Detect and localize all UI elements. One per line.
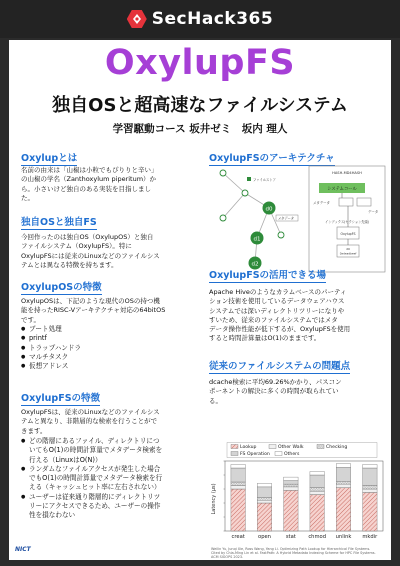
bar-segment-checking (363, 486, 377, 490)
list-item: ● マルチタスク (21, 353, 201, 362)
bar-segment-others (336, 464, 350, 468)
legend-label: FS Operation (240, 452, 270, 457)
bar-segment-checking (336, 481, 350, 484)
bar-segment-fs-operation (284, 481, 298, 485)
bar-segment-others (284, 477, 298, 481)
legend-swatch (231, 452, 238, 456)
bar-segment-other-walk (336, 484, 350, 488)
bar-segment-fs-operation (231, 468, 245, 482)
text-line: リーにアクセスできるため、ユーザーの操作 (29, 502, 161, 511)
diagram-label: データ (368, 210, 379, 214)
x-tick-label: open (258, 534, 271, 540)
tree-diagram (220, 170, 298, 270)
text-line: ション技術を使用しているデータウェアハウス (209, 297, 345, 306)
os-feature-list (21, 325, 201, 371)
diagram-label: インデックス(セクション先頭) (325, 220, 369, 224)
authors: 学習駆動コース 坂井ゼミ 坂内 理人 (112, 123, 288, 135)
diagram-label: メタデータ (278, 216, 294, 221)
poster-subtitle: 独自OSと超高速なファイルシステム (52, 95, 348, 116)
x-tick-label: unlink (335, 534, 352, 540)
text-line: ら。小さいけど独自のある実装を目指しまし (21, 184, 151, 193)
heading-os-features: OxylupOSの特徴 (21, 279, 102, 295)
text-line: OxylupFSは、従来のLinuxなどのファイルシス (21, 408, 160, 416)
data-box (357, 198, 371, 206)
data-box (339, 198, 353, 206)
poster-title: OxylupFS (104, 43, 296, 83)
text-oxylup (21, 166, 201, 203)
text-line: の山椒の学名（Zanthoxylum piperitum）か (21, 175, 157, 184)
text-fs-features (21, 408, 203, 436)
legend-swatch (231, 445, 238, 449)
legend-label: Checking (326, 445, 348, 450)
tree-node (220, 215, 226, 221)
text-line: 今回作ったのは独自OS（OxylupOS）と独自 (21, 233, 154, 241)
plot-frame (225, 461, 383, 531)
y-axis-label: Latency (μs) (211, 483, 217, 515)
heading-problems: 従来のファイルシステムの問題点 (209, 358, 350, 374)
text-line: 名前の由来は「山椒は小粒でもぴりりと辛い」 (21, 166, 158, 174)
text-line: テムとは異なる特徴を持ちます。 (21, 260, 118, 269)
bar-segment-fs-operation (363, 468, 377, 486)
fs-feature-list (21, 437, 203, 521)
text-line: 性を損なわない (29, 511, 76, 520)
legend-swatch (269, 445, 276, 449)
bar-segment-checking (310, 488, 324, 492)
caption-line: Cited by Chia-Ming Lin et al. FastPath: A Hybrid Metadata Indexing Scheme for HPC File Systems. ACM SIGOPS 2023. (211, 551, 376, 560)
diagram-label: 0xdeadbeef (339, 251, 357, 256)
x-tick-label: stat (285, 534, 296, 540)
text-problems (209, 378, 391, 406)
architecture-diagram (209, 163, 387, 275)
heading-usecase: OxylupFSの活用できる場 (209, 267, 326, 283)
bar-segment-checking (257, 497, 271, 500)
list-item: ● トラップハンドラ (21, 344, 201, 353)
text-os-fs (21, 233, 201, 270)
text-line: ポーネントの解決に多くの時間が取られてい (209, 387, 339, 396)
bar-segment-fs-operation (257, 487, 271, 498)
diagram-label: ファイルストア (253, 178, 276, 182)
bar-segment-checking (231, 482, 245, 486)
bar-segment-others (257, 483, 271, 487)
list-item (21, 465, 203, 493)
text-line: ● ユーザーは従来通り階層的にディレクトリツ (29, 492, 161, 501)
text-line: ファイルシステム（OxylupFS）。特に (21, 242, 132, 251)
tree-node (242, 190, 248, 196)
diagram-label: OxylupFS (340, 232, 356, 236)
text-line: でもO(1)の時間計算量でメタデータ検索を行 (29, 474, 163, 483)
diagram-label: メタデータ (313, 201, 330, 205)
text-usecase (209, 288, 391, 344)
heading-fs-features: OxylupFSの特徴 (21, 390, 100, 406)
bar-segment-other-walk (284, 487, 298, 491)
diagram-label: d0 (346, 247, 350, 251)
text-line: 能を持ったRISC-Vアーキテクチャ対応の64bitOS (21, 306, 166, 315)
legend-swatch (317, 445, 324, 449)
bar-segment-other-walk (231, 486, 245, 490)
text-line: ● どの階層にあるファイル、ディレクトリにつ (29, 437, 160, 445)
x-tick-label: mkdir (362, 534, 378, 540)
bar-segment-lookup (284, 490, 298, 531)
text-line: すいため、従来のファイルシステムではメタ (209, 315, 338, 324)
node-label: d2 (251, 261, 259, 268)
chart-axes (224, 461, 384, 540)
bar-segment-lookup (231, 489, 245, 531)
tree-node (278, 232, 284, 238)
storage-block (309, 166, 385, 272)
legend-label: Other Walk (278, 445, 304, 450)
bar-segment-others (231, 465, 245, 469)
text-line: きます。 (21, 426, 47, 435)
bar-segment-other-walk (310, 491, 324, 495)
bar-segment-fs-operation (310, 475, 324, 488)
text-line: いてもO(1)の時間計算量でメタデータ検索を (29, 446, 163, 455)
text-line: です。 (21, 315, 40, 324)
node-label: d0 (265, 206, 273, 213)
heading-architecture: OxylupFSのアーキテクチャ (209, 150, 335, 166)
sechack-logo (127, 9, 273, 29)
list-item: ● 仮想アドレス (21, 362, 201, 371)
text-line: すると時間計算量はO(1)のままです。 (209, 334, 321, 343)
poster-page (9, 40, 391, 560)
text-line: データ操作性能が低下するが、OxylupFSを使用 (209, 325, 351, 334)
logo-text: SecHack365 (151, 9, 274, 29)
bar-segment-lookup (257, 503, 271, 531)
text-line: Apache Hiveのようなカラムベースのパーティ (209, 288, 347, 296)
chart-legend (227, 443, 377, 458)
list-item: ● printf (21, 334, 201, 343)
chart-bars (231, 464, 377, 531)
legend-label: Lookup (240, 445, 257, 450)
text-line: える（キャッシュヒット率に左右されない） (29, 483, 161, 492)
list-item (21, 493, 203, 521)
bar-segment-others (310, 472, 324, 476)
text-line: テムと異なり、非階層的な検索を行うことがで (21, 417, 158, 426)
bar-segment-fs-operation (336, 467, 350, 481)
text-line: システムでは深いディレクトリツリーになりや (209, 306, 345, 315)
legend-label: Others (284, 452, 300, 457)
nict-logo: NICT (15, 546, 31, 553)
heading-os-fs: 独自OSと独自FS (21, 214, 97, 230)
text-line: ● ランダムなファイルアクセスが発生した場合 (29, 464, 161, 473)
diagram-label: HASH-MD4HASH (332, 171, 362, 175)
text-line: dcache検索に平均69.26%かかり、パスコン (209, 378, 342, 386)
x-tick-label: chmod (308, 534, 327, 540)
text-os-features (21, 297, 201, 325)
bar-segment-other-walk (257, 500, 271, 503)
chart-caption (211, 547, 383, 560)
bar-segment-lookup (336, 488, 350, 531)
heading-oxylup: Oxylupとは (21, 150, 77, 166)
legend-swatch (275, 452, 282, 456)
text-line: OxylupOSは、下記のような現代のOSの持つ機 (21, 297, 160, 305)
diagram-label: システムコール (327, 187, 357, 192)
bar-segment-lookup (310, 495, 324, 531)
caption-line: Weilin Yu, Junqi Xie, Ross Wang, Yang Li. Optimizing Path Lookup for Hierarchical File Systems. (211, 547, 371, 551)
node-label: d1 (253, 236, 261, 243)
list-item (21, 437, 203, 465)
text-line: る。 (209, 396, 222, 405)
legend-square (247, 177, 251, 181)
x-tick-label: creat (231, 534, 245, 540)
hexagon-emblem-icon (127, 9, 147, 29)
latency-chart (209, 441, 387, 545)
list-item: ● ブート処理 (21, 325, 201, 334)
bar-segment-other-walk (363, 489, 377, 493)
text-line: た。 (21, 193, 34, 202)
bar-segment-others (363, 465, 377, 469)
tree-node (220, 170, 226, 176)
bar-segment-checking (284, 484, 298, 487)
header-band (0, 0, 400, 38)
text-line: 行える（LinuxはO(N)） (29, 455, 102, 464)
text-line: OxylupFSには従来のLinuxなどのファイルシス (21, 251, 160, 260)
bar-segment-lookup (363, 493, 377, 532)
